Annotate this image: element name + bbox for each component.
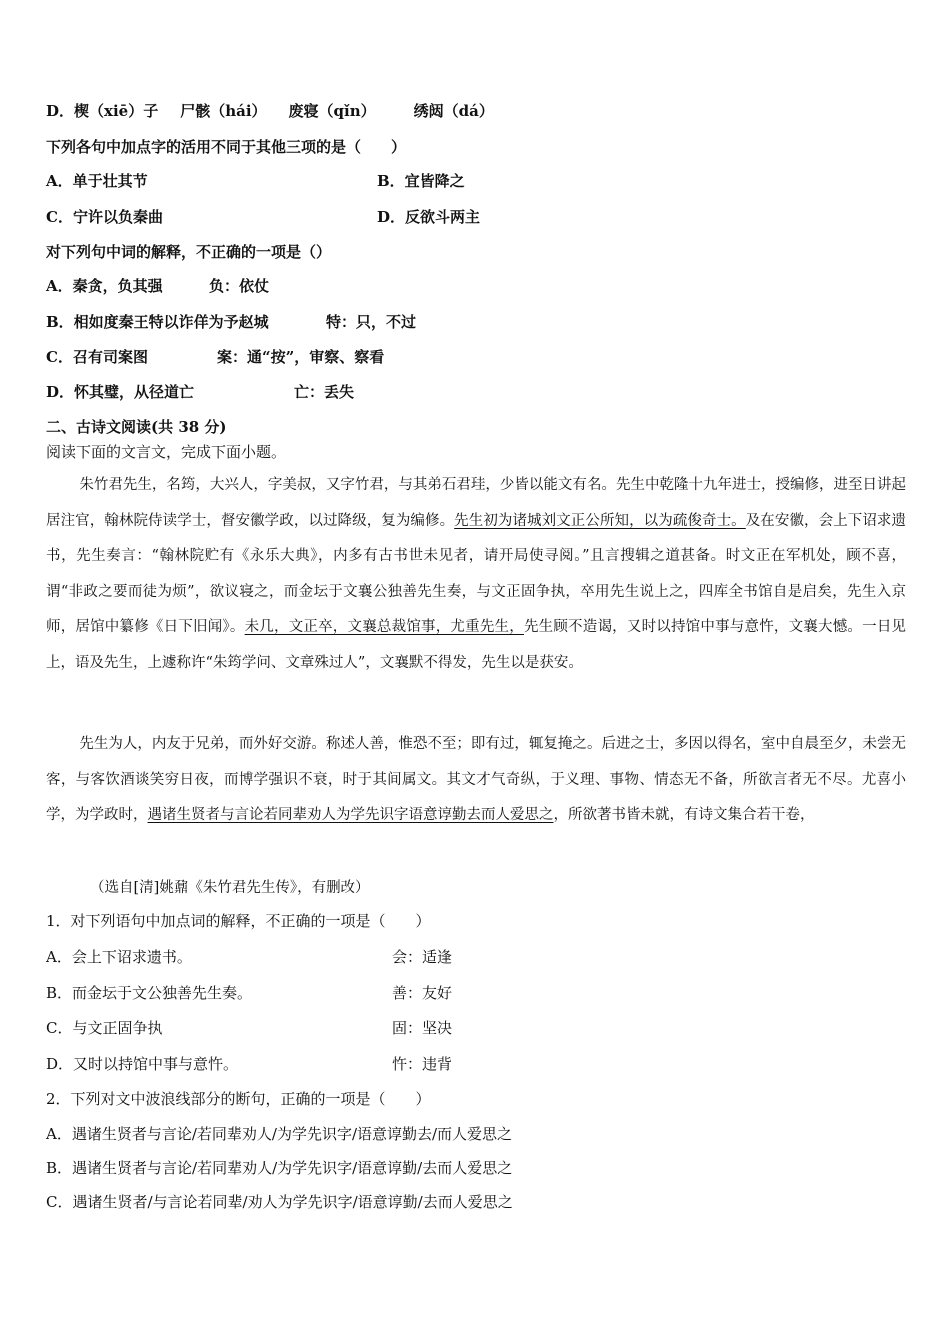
question-ciyi-option-d[interactable]: D．怀其璧，从径道亡 <box>46 383 195 401</box>
question-huoyong-option-b[interactable]: B．宜皆降之 <box>377 172 465 190</box>
option-d-label: D． <box>46 102 75 120</box>
option-d-word-3: 废寝（qǐn） <box>288 102 376 120</box>
option-d-word-4: 绣闼（dá） <box>413 102 494 120</box>
passage-p1-underline-2: 未几，文正卒，文襄总裁馆事，尤重先生， <box>244 619 524 635</box>
question-huoyong-option-c[interactable]: C．宁许以负秦曲 <box>46 208 163 226</box>
question-ciyi-option-c-gloss: 案：通“按”，审察、察看 <box>217 348 385 366</box>
option-d-word-2: 尸骸（hái） <box>180 102 267 120</box>
question-1-option-c[interactable]: C．与文正固争执 <box>46 1019 163 1037</box>
question-ciyi-option-b[interactable]: B．相如度秦王特以诈佯为予赵城 <box>46 313 269 331</box>
passage-p1-text-b: 及在安徽，会上下诏求遗书，先生奏言：“翰林院贮有《永乐大典》，内多有古书世未见者，请开局使寻阅。”且言搜辑之道甚备。时文正在军机处，顾不喜，谓“非政之要而徒为烦”，欲议寝之，而金坛于文襄公独善先生奏，与文正固争执，卒用先生说上之，四库全书馆自是启矣，先生入京师，居馆中纂修《日下旧闻》。 <box>46 512 907 635</box>
passage-paragraph-1 <box>46 468 906 681</box>
passage-p2-wavy-underline: 遇诸生贤者与言论若同辈劝人为学先识字语意谆勤去而人爱思之 <box>147 807 554 823</box>
question-ciyi-option-d-gloss: 亡：丢失 <box>294 383 355 401</box>
passage-p1-text-c: 先生顾不造谒，又时以持馆中事与意忤，文襄大憾。一日见上，语及先生，上遽称许“朱筠学问、文章殊过人”，文襄默不得发，先生以是获安。 <box>46 619 907 671</box>
question-ciyi-option-a-gloss: 负：依仗 <box>209 277 270 295</box>
question-1-stem: 1．对下列语句中加点词的解释，不正确的一项是（ ） <box>46 912 431 930</box>
passage-p1-text-a: 朱竹君先生，名筠，大兴人，字美叔，又字竹君，与其弟石君珪，少皆以能文有名。先生中乾隆十九年进士，授编修，进至日讲起居注官，翰林院侍读学士，督安徽学政，以过降级，复为编修。 <box>46 477 906 529</box>
question-1-option-b[interactable]: B．而金坛于文公独善先生奏。 <box>46 984 253 1002</box>
question-ciyi-option-b-gloss: 特：只，不过 <box>326 313 417 331</box>
passage-paragraph-2 <box>46 727 906 834</box>
question-ciyi-option-c[interactable]: C．召有司案图 <box>46 348 148 366</box>
question-1-option-a-gloss: 会：适逢 <box>392 948 453 966</box>
question-huoyong-option-a[interactable]: A．单于壮其节 <box>46 172 148 190</box>
question-2-option-b[interactable]: B．遇诸生贤者与言论/若同辈劝人/为学先识字/语意谆勤/去而人爱思之 <box>46 1159 513 1177</box>
question-2-stem: 2．下列对文中波浪线部分的断句，正确的一项是（ ） <box>46 1090 431 1108</box>
question-1-option-d[interactable]: D．又时以持馆中事与意忤。 <box>46 1055 239 1073</box>
option-d-line <box>46 101 494 121</box>
question-1-option-b-gloss: 善：友好 <box>392 984 453 1002</box>
passage-p1-underline-1: 先生初为诸城刘文正公所知，以为疏俊奇士。 <box>454 512 746 529</box>
question-ciyi-stem: 对下列句中词的解释，不正确的一项是（） <box>46 243 332 261</box>
section-title: 二、古诗文阅读(共 38 分) <box>46 418 227 436</box>
passage-p2-text-a: 先生为人，内友于兄弟，而外好交游。称述人善，惟恐不至；即有过，辄复掩之。后进之士，多因以得名，室中自晨至夕，未尝无客，与客饮酒谈笑穷日夜，而博学强识不衰，时于其间属文。其文才气奇纵，于义理、事物、情态无不备，所欲言者无不尽。尤喜小学，为学政时， <box>46 736 906 823</box>
question-huoyong-option-d[interactable]: D．反欲斗两主 <box>377 208 481 226</box>
question-1-option-c-gloss: 固：坚决 <box>392 1019 453 1037</box>
question-2-option-a[interactable]: A．遇诸生贤者与言论/若同辈劝人/为学先识字/语意谆勤去/而人爱思之 <box>46 1125 513 1143</box>
option-d-word-1: 楔（xiē）子 <box>74 102 159 120</box>
question-ciyi-option-a[interactable]: A．秦贪，负其强 <box>46 277 163 295</box>
question-2-option-c[interactable]: C．遇诸生贤者/与言论若同辈/劝人为学先识字/语意谆勤/去而人爱思之 <box>46 1193 513 1211</box>
question-huoyong-stem: 下列各句中加点字的活用不同于其他三项的是（ ） <box>46 138 407 156</box>
passage-p2-text-b: ，所欲著书皆未就，有诗文集合若干卷， <box>553 807 815 823</box>
section-instruction: 阅读下面的文言文，完成下面小题。 <box>46 443 287 461</box>
question-1-option-a[interactable]: A．会上下诏求遗书。 <box>46 948 192 966</box>
passage-source: （选自[清]姚鼐《朱竹君先生传》，有删改） <box>90 880 370 896</box>
question-1-option-d-gloss: 忤：违背 <box>392 1055 453 1073</box>
